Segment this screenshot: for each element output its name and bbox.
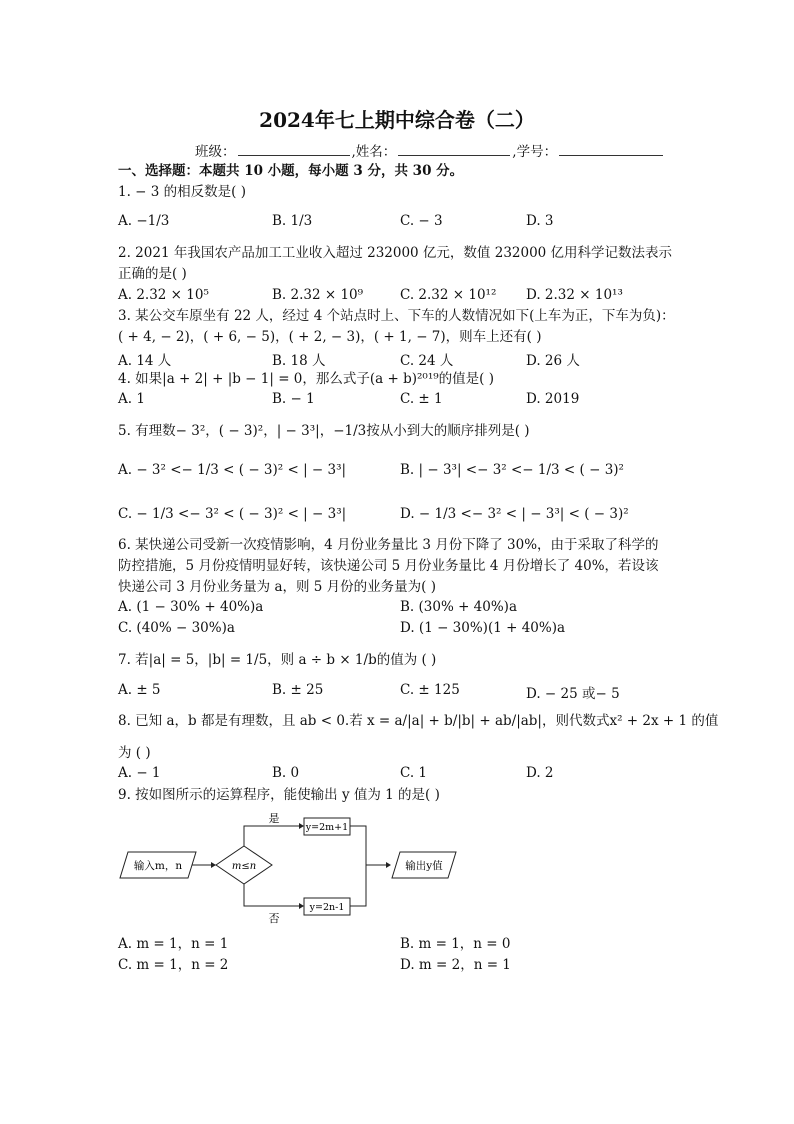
- merge-line: [350, 826, 366, 906]
- class-blank[interactable]: [238, 155, 350, 156]
- no-label: 否: [268, 912, 280, 924]
- question-stem: 3. 某公交车原坐有 22 人，经过 4 个站点时上、下车的人数情况如下(上车为正，下车为负)：: [118, 308, 675, 324]
- arrow-head: [386, 862, 391, 868]
- question-stem: 7. 若|a| = 5，|b| = 1/5，则 a ÷ b × 1/b的值为 ( ): [118, 652, 437, 668]
- question-stem: 2. 2021 年我国农产品加工工业收入超过 232000 亿元，数值 232000 亿用科学记数法表示: [118, 245, 673, 261]
- option[interactable]: C. − 1/3 <− 3² < ( − 3)² < | − 3³|: [118, 506, 347, 522]
- question-stem-cont: 为 ( ): [118, 745, 151, 761]
- name-blank[interactable]: [398, 155, 510, 156]
- option[interactable]: B. 18 人: [272, 353, 326, 369]
- option[interactable]: D. 26 人: [526, 353, 580, 369]
- option[interactable]: A. 1: [118, 391, 145, 407]
- option[interactable]: A. ± 5: [118, 682, 161, 698]
- option[interactable]: A. −1/3: [118, 213, 170, 229]
- input-label: 输入m，n: [133, 860, 183, 872]
- class-label: 班级：: [195, 144, 236, 160]
- option[interactable]: B. − 1: [272, 391, 315, 407]
- no-branch-line: [244, 884, 301, 906]
- option[interactable]: D. − 25 或− 5: [526, 686, 620, 702]
- option[interactable]: C. 24 人: [400, 353, 454, 369]
- option[interactable]: D. − 1/3 <− 3² < | − 3³| < ( − 3)²: [400, 506, 629, 522]
- option[interactable]: D. 2: [526, 765, 554, 781]
- option[interactable]: C. − 3: [400, 213, 443, 229]
- option[interactable]: C. m = 1，n = 2: [118, 957, 229, 973]
- option[interactable]: B. (30% + 40%)a: [400, 599, 517, 615]
- option[interactable]: A. m = 1，n = 1: [118, 936, 229, 952]
- question-stem-cont: 防控措施，5 月份疫情明显好转，该快递公司 5 月份业务量比 4 月份增长了 40%，若设该: [118, 558, 659, 574]
- option[interactable]: C. ± 125: [400, 682, 460, 698]
- question-stem-cont: ( + 4, − 2)，( + 6, − 5)，( + 2, − 3)，( + 1, − 7)，则车上还有( ): [118, 329, 542, 345]
- question-stem: 6. 某快递公司受新一次疫情影响，4 月份业务量比 3 月份下降了 30%，由于采取了科学的: [118, 537, 659, 553]
- question-stem-cont: 正确的是( ): [118, 266, 187, 282]
- arrow-head: [299, 823, 304, 829]
- section-header: 一、选择题：本题共 10 小题，每小题 3 分，共 30 分。: [118, 163, 464, 179]
- option[interactable]: C. (40% − 30%)a: [118, 620, 235, 636]
- option[interactable]: A. (1 − 30% + 40%)a: [118, 599, 264, 615]
- option[interactable]: B. 2.32 × 10⁹: [272, 287, 364, 303]
- question-stem: 9. 按如图所示的运算程序，能使输出 y 值为 1 的是( ): [118, 787, 440, 803]
- option[interactable]: A. − 3² <− 1/3 < ( − 3)² < | − 3³|: [118, 462, 347, 478]
- name-label: ,姓名：: [351, 144, 397, 160]
- id-label: ,学号：: [512, 144, 558, 160]
- option[interactable]: B. | − 3³| <− 3² <− 1/3 < ( − 3)²: [400, 462, 624, 478]
- flowchart-diagram: [118, 812, 468, 924]
- arrow-head: [299, 903, 304, 909]
- option[interactable]: B. m = 1，n = 0: [400, 936, 511, 952]
- yes-process-label: y=2m+1: [305, 822, 349, 833]
- option[interactable]: D. 3: [526, 213, 554, 229]
- question-stem: 5. 有理数− 3²，( − 3)²，| − 3³|，−1/3按从小到大的顺序排列是( ): [118, 423, 530, 439]
- decision-label: m≤n: [231, 861, 257, 872]
- yes-branch-line: [244, 826, 301, 846]
- option[interactable]: C. ± 1: [400, 391, 443, 407]
- output-label: 输出y值: [405, 860, 443, 872]
- option[interactable]: D. 2.32 × 10¹³: [526, 287, 623, 303]
- id-blank[interactable]: [559, 155, 663, 156]
- option[interactable]: C. 2.32 × 10¹²: [400, 287, 497, 303]
- option[interactable]: B. 1/3: [272, 213, 313, 229]
- option[interactable]: C. 1: [400, 765, 428, 781]
- option[interactable]: A. 2.32 × 10⁵: [118, 287, 209, 303]
- question-stem: 1. − 3 的相反数是( ): [118, 184, 246, 200]
- page-title: 2024年七上期中综合卷（二）: [259, 108, 535, 132]
- question-stem: 8. 已知 a，b 都是有理数，且 ab < 0.若 x = a/|a| + b/|b| + ab/|ab|，则代数式x² + 2x + 1 的值: [118, 713, 719, 729]
- yes-label: 是: [268, 812, 280, 825]
- option[interactable]: D. (1 − 30%)(1 + 40%)a: [400, 620, 566, 636]
- question-stem: 4. 如果|a + 2| + |b − 1| = 0，那么式子(a + b)²⁰¹⁹的值是( ): [118, 371, 494, 387]
- question-stem-cont: 快递公司 3 月份业务量为 a，则 5 月份的业务量为( ): [118, 579, 437, 595]
- no-process-label: y=2n-1: [309, 902, 345, 913]
- option[interactable]: D. 2019: [526, 391, 580, 407]
- option[interactable]: B. 0: [272, 765, 300, 781]
- option[interactable]: A. − 1: [118, 765, 161, 781]
- option[interactable]: D. m = 2，n = 1: [400, 957, 511, 973]
- student-info: [195, 140, 665, 160]
- option[interactable]: A. 14 人: [118, 353, 172, 369]
- option[interactable]: B. ± 25: [272, 682, 324, 698]
